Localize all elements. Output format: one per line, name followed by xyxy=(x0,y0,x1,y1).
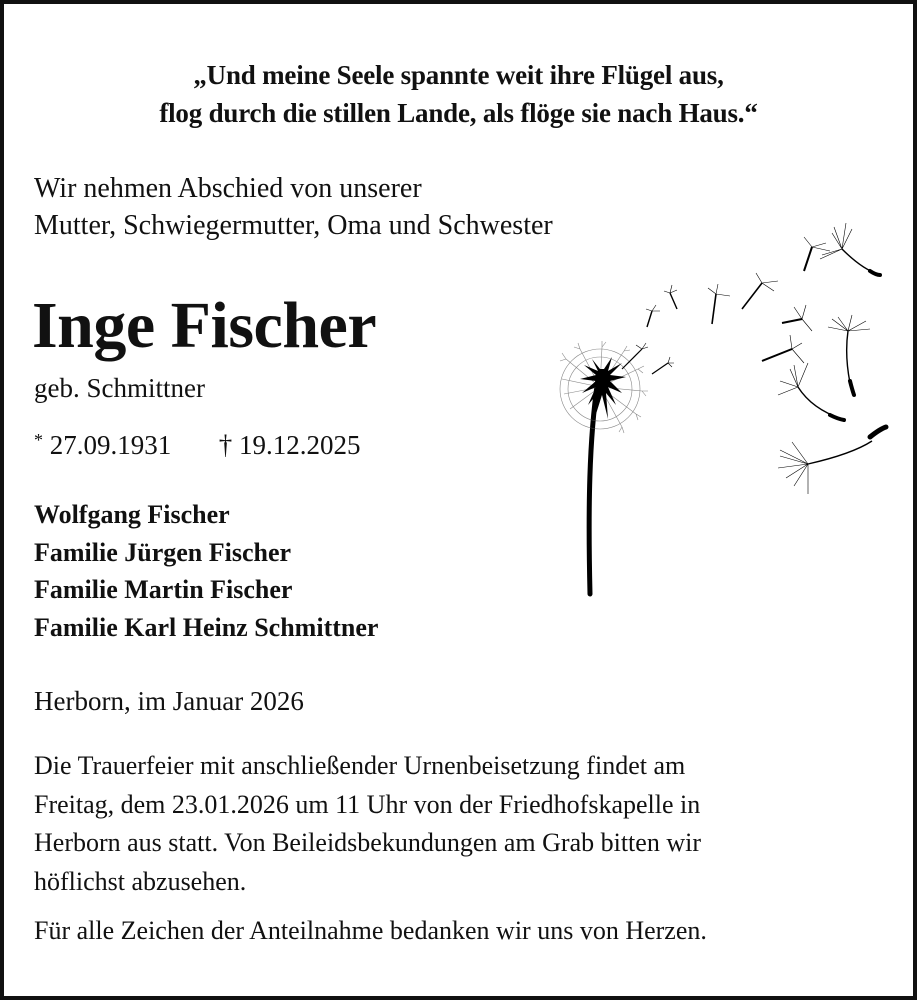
death-date: 19.12.2025 xyxy=(239,430,361,460)
service-line-4: höflichst abzusehen. xyxy=(34,866,247,896)
dandelion-icon xyxy=(552,209,898,604)
service-line-3: Herborn aus statt. Von Beileidsbekundungen am Grab bitten wir xyxy=(34,828,701,857)
funeral-service-info xyxy=(34,747,894,901)
quote-line-2: flog durch die stillen Lande, als flöge sie nach Haus.“ xyxy=(159,98,758,128)
memorial-quote xyxy=(4,56,913,132)
mourner-item: Familie Jürgen Fischer xyxy=(34,537,292,567)
mourner-item: Familie Martin Fischer xyxy=(34,575,293,604)
quote-line-1: „Und meine Seele spannte weit ihre Flügel aus, xyxy=(193,60,724,90)
death-cross-icon: † xyxy=(218,430,233,460)
birth-name: geb. Schmittner xyxy=(34,373,205,403)
life-dates xyxy=(34,422,361,463)
farewell-intro xyxy=(34,170,553,244)
service-line-2: Freitag, dem 23.01.2026 um 11 Uhr von der Friedhofskapelle in xyxy=(34,789,701,819)
deceased-name: Inge Fischer xyxy=(32,289,377,362)
intro-line-1: Wir nehmen Abschied von unserer xyxy=(34,173,422,204)
mourners-list xyxy=(34,496,378,646)
mourner-item: Wolfgang Fischer xyxy=(34,500,230,529)
mourner-item: Familie Karl Heinz Schmittner xyxy=(34,612,379,642)
birth-star-icon: * xyxy=(34,430,43,450)
place-and-date: Herborn, im Januar 2026 xyxy=(34,686,304,716)
service-line-1: Die Trauerfeier mit anschließender Urnenbeisetzung findet am xyxy=(34,751,686,780)
intro-line-2: Mutter, Schwiegermutter, Oma und Schwester xyxy=(34,210,553,241)
thanks-note: Für alle Zeichen der Anteilnahme bedanken wir uns von Herzen. xyxy=(34,916,707,945)
birth-date: 27.09.1931 xyxy=(49,430,172,460)
